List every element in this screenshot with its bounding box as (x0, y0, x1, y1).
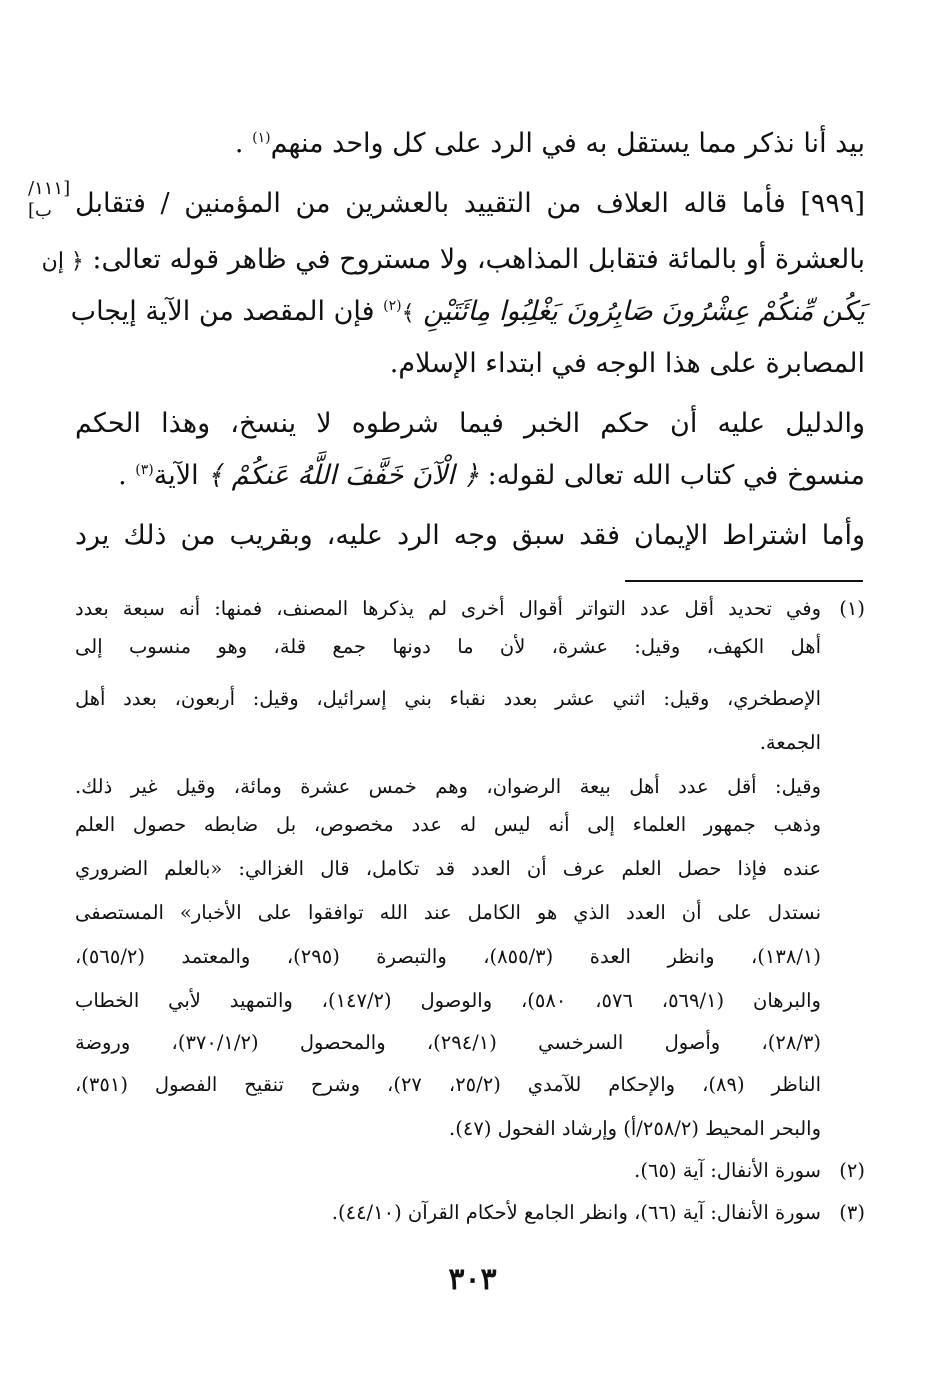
footnote-1-line-12: الناظر (٨٩)، والإحكام للآمدي (٢٥/٢، ٢٧)، وشرح تنقيح الفصول (٣٥١)، (75, 1073, 821, 1096)
footnote-1-line-10: والبرهان (٥٦٩/١، ٥٧٦، ٥٨٠)، والوصول (١٤٧/٢)، والتمهيد لأبي الخطاب (75, 989, 821, 1012)
body-paragraph-3-line-2: منسوخ في كتاب الله تعالى لقوله: ﴿ الْآنَ خَفَّفَ اللَّهُ عَنكُمْ ﴾ الآية$^{(٣)}$ . (118, 460, 865, 491)
page-number: ٣٠٣ (448, 1262, 497, 1297)
quran-verse-text: يَكُن مِّنكُمْ عِشْرُونَ صَابِرُونَ يَغْلِبُوا مِائَتَيْنِ (423, 296, 865, 327)
footnote-1-line-11: (٢٨/٣)، وأصول السرخسي (٢٩٤/١)، والمحصول (٣٧٠/١/٢)، وروضة (75, 1031, 821, 1054)
footnote-1-line-6: وذهب جمهور العلماء إلى أنه ليس له عدد مخصوص، بل ضابطه حصول العلم (75, 813, 821, 836)
body-paragraph-3-line-1: والدليل عليه أن حكم الخبر فيما شرطوه لا ينسخ، وهذا الحكم (75, 408, 865, 439)
footnote-1-line-13: والبحر المحيط (٢٥٨/٢/أ) وإرشاد الفحول (٤٧). (449, 1117, 821, 1140)
footnote-3: (٣)سورة الأنفال: آية (٦٦)، وانظر الجامع لأحكام القرآن (٤٤/١٠). (75, 1196, 865, 1230)
footnote-2: (٢)سورة الأنفال: آية (٦٥). (75, 1154, 865, 1188)
footnote-1-number: (١) (839, 597, 865, 620)
footnote-2-number: (٢) (839, 1159, 865, 1182)
footnote-ref-1: (١) (252, 130, 271, 146)
section-number: [٩٩٩] (800, 188, 865, 219)
body-paragraph-2-line-2: بالعشرة أو بالمائة فتقابل المذاهب، ولا مستروح في ظاهر قوله تعالى: ﴿ إن (41, 244, 865, 275)
footnote-1-line-5: وقيل: أقل عدد أهل بيعة الرضوان، وهم خمس عشرة ومائة، وقيل غير ذلك. (75, 775, 821, 798)
footnote-1-line-9: (١٣٨/١)، وانظر العدة (٨٥٥/٣)، والتبصرة (٢٩٥)، والمعتمد (٥٦٥/٢)، (75, 945, 821, 968)
body-paragraph-4-line-1: وأما اشتراط الإيمان فقد سبق وجه الرد عليه، وبقريب من ذلك يرد (75, 520, 865, 551)
footnote-ref-3: (٣) (135, 462, 154, 478)
footnote-1-line-7: عنده فإذا حصل العلم عرف أن العدد قد تكامل، قال الغزالي: «بالعلم الضروري (75, 857, 821, 880)
quran-verse-open: ﴿ إن (41, 249, 84, 274)
footnote-1-line-3: الإصطخري، وقيل: اثني عشر بعدد نقباء بني إسرائيل، وقيل: أربعون، بعدد أهل (75, 687, 821, 710)
footnote-1-line-8: نستدل على أن العدد الذي هو الكامل عند الله توافقوا على الأخبار» المستصفى (75, 901, 821, 924)
footnote-ref-2: (٢) (383, 298, 402, 314)
body-paragraph-2-line-3: يَكُن مِّنكُمْ عِشْرُونَ صَابِرُونَ يَغْلِبُوا مِائَتَيْنِ ﴾$^{(٢)}$ فإن المقصد من الآية إيجاب (70, 296, 865, 327)
footnote-3-number: (٣) (839, 1201, 865, 1224)
footnote-1-line-4: الجمعة. (759, 731, 821, 754)
footnote-1-line-1: (١)وفي تحديد أقل عدد التواتر أقوال أخرى لم يذكرها المصنف، فمنها: أنه سبعة بعدد (75, 592, 865, 626)
body-paragraph-1-line-1: بيد أنا نذكر مما يستقل به في الرد على كل واحد منهم$^{(١)}$ . (234, 128, 865, 159)
footnote-1-line-2: أهل الكهف، وقيل: عشرة، لأن ما دونها جمع قلة، وهو منسوب إلى (75, 635, 821, 658)
manuscript-folio-note: [١١١/ب] (28, 178, 71, 221)
body-paragraph-2-line-1: [٩٩٩] فأما قاله العلاف من التقييد بالعشرين من المؤمنين / فتقابل (75, 188, 865, 219)
body-paragraph-2-line-4: المصابرة على هذا الوجه في ابتداء الإسلام. (389, 348, 865, 379)
footnote-separator (625, 580, 863, 582)
quran-verse-text-2: ﴿ الْآنَ خَفَّفَ اللَّهُ عَنكُمْ ﴾ (207, 460, 480, 491)
